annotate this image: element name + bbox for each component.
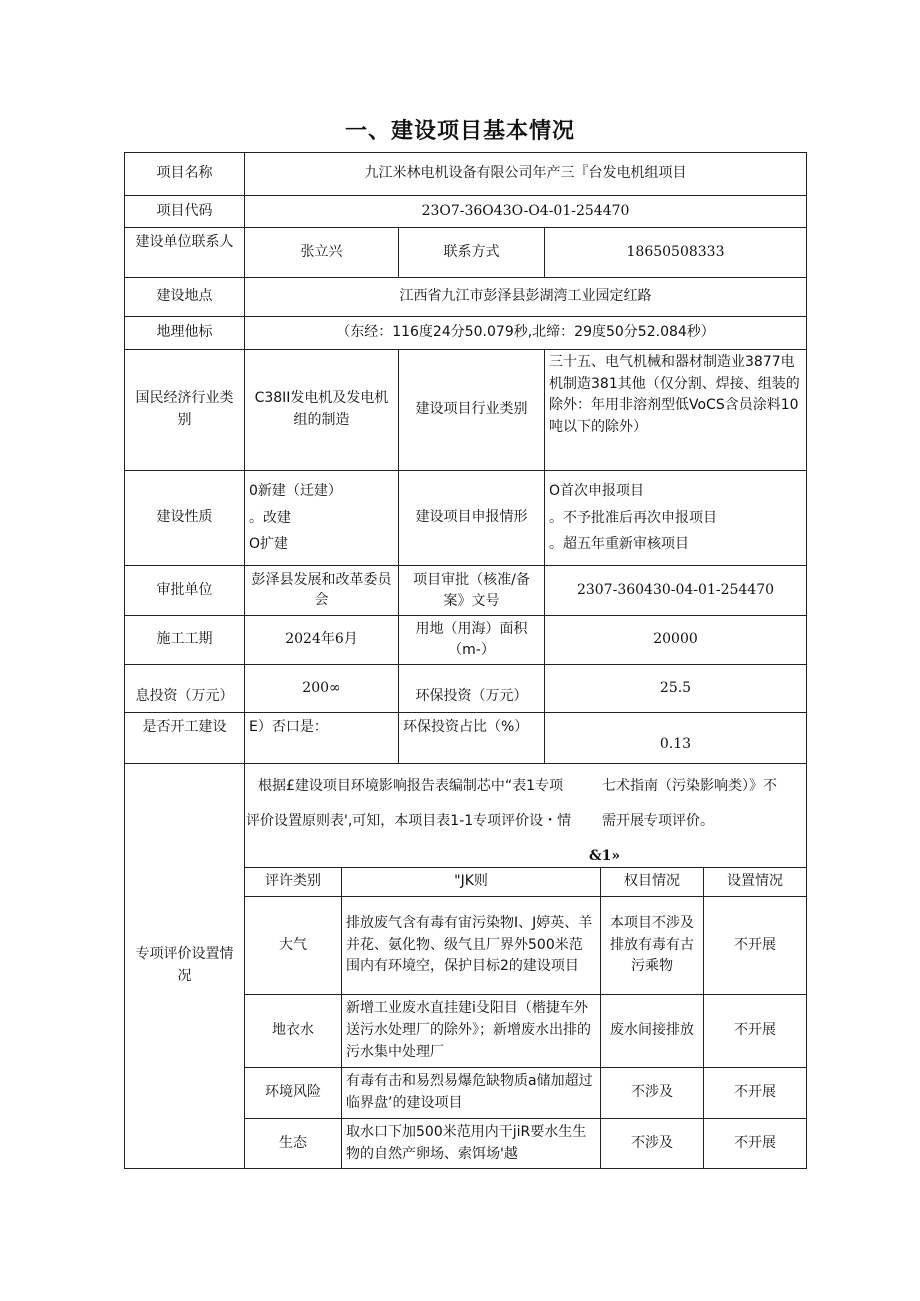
construction-nature-label: 建设性质: [124, 470, 245, 566]
project-code-label: 项目代码: [124, 195, 245, 228]
item-category-air: 大气: [244, 896, 342, 995]
item-setting-air: 不开展: [703, 896, 807, 995]
page-title: 一、建设项目基本情况: [344, 119, 575, 144]
item-rule-risk: 有毒有击和易烈易爆危缺物质a储加超过临界盘’的建设项目: [341, 1067, 601, 1119]
nature-option-new: 0新建（迁建）: [249, 483, 342, 500]
approval-doc-value: 2307-360430-04-01-254470: [544, 565, 807, 616]
approval-unit-label: 审批单位: [124, 565, 245, 616]
total-investment-value: 200∞: [244, 664, 399, 713]
item-setting-water: 不开展: [703, 994, 807, 1068]
construction-nature-options: [244, 470, 399, 566]
land-area-value: 20000: [544, 615, 807, 665]
nature-option-rebuild: 。改建: [249, 509, 291, 526]
contact-label: 建设单位联系人: [124, 227, 245, 278]
project-name-label: 项目名称: [124, 152, 245, 196]
table-caption: &1»: [589, 848, 621, 864]
header-setting: 设置情况: [703, 867, 807, 897]
phone-value: 18650508333: [544, 227, 807, 278]
report-situation-label: 建设项目申报情形: [398, 470, 545, 566]
report-option-first: O首次申报项目: [549, 483, 645, 500]
location-value: 江西省九江市彭泽县彭湖湾工业园定红路: [244, 277, 807, 317]
contact-value: 张立兴: [244, 227, 399, 278]
env-ratio-value: 0.13: [544, 712, 807, 764]
special-para-line1b: 七术指南（污染影响类）》不: [602, 778, 777, 794]
nature-option-expand: O扩建: [249, 536, 289, 553]
item-rule-ecology: 取水口下加500米范用内干jiR要水生生物的自然产卵场、索饵场'越: [341, 1118, 601, 1169]
project-code-value: 23O7-36O43O-O4-01-254470: [244, 195, 807, 228]
env-investment-value: 25.5: [544, 664, 807, 713]
special-para-line2a: 评价设置原则表',可知，本项目表1-1专项评价设・情: [246, 813, 572, 829]
report-option-recheck: 。超五年重新审核项目: [549, 536, 689, 553]
item-situation-air: 本项目不涉及排放有毒有古污乘物: [600, 896, 704, 995]
report-situation-options: [544, 470, 807, 566]
item-category-ecology: 生态: [244, 1118, 342, 1169]
construction-started-value: E）否口是：: [244, 712, 399, 764]
item-rule-water: 新增工业废水直挂建i殳阳目（楷捷车外送污水处理厂的除外》；新增废水出排的污水集中处理厂: [341, 994, 601, 1068]
item-setting-ecology: 不开展: [703, 1118, 807, 1169]
env-investment-label: 环保投资（万元）: [398, 664, 545, 713]
location-label: 建设地点: [124, 277, 245, 317]
env-ratio-label: 环保投资占比（%）: [398, 712, 545, 764]
item-category-water: 地衣水: [244, 994, 342, 1068]
phone-label: 联系方式: [398, 227, 545, 278]
coordinates-value: （东经：116度24分50.079秒,北缔：29度50分52.084秒）: [244, 316, 807, 350]
industry-category-value: C38II发电机及发电机组的制造: [244, 349, 399, 471]
item-situation-water: 废水间接排放: [600, 994, 704, 1068]
approval-unit-value: 彭泽县发展和改革委员会: [244, 565, 399, 616]
item-category-risk: 环境风险: [244, 1067, 342, 1119]
construction-started-label: 是否开工建设: [124, 712, 245, 764]
construction-period-label: 施工工期: [124, 615, 245, 665]
total-investment-label: 息投资（万元）: [124, 664, 245, 713]
report-option-resubmit: 。不予批准后再次申报项目: [549, 509, 717, 526]
approval-doc-label: 项目审批（核准/备案》文号: [398, 565, 545, 616]
project-industry-label: 建设项目行业类别: [398, 349, 545, 471]
header-rule: "JK则: [341, 867, 601, 897]
special-para-line2b: 需开展专项评价。: [602, 813, 714, 829]
special-para-line1a: 根据£建设项目环境影响报告表编制芯中“表1专项: [258, 778, 564, 794]
special-evaluation-label: 专项评价设置情况: [124, 763, 245, 1169]
item-setting-risk: 不开展: [703, 1067, 807, 1119]
construction-period-value: 2024年6月: [244, 615, 399, 665]
industry-category-label: 国民经济行业类别: [124, 349, 245, 471]
project-name-value: 九江米林电机设备有限公司年产三『台发电机组项目: [244, 152, 807, 196]
item-situation-ecology: 不涉及: [600, 1118, 704, 1169]
coordinates-label: 地理他标: [124, 316, 245, 350]
land-area-label: 用地（用海）面积（m-）: [398, 615, 545, 665]
project-industry-value: 三十五、电气机械和器材制造业3877电机制造381其他（仅分割、焊接、组装的除外：年用非溶剂型低VoCS含员涂料10吨以下的除外）: [544, 349, 807, 471]
header-situation: 权目情况: [600, 867, 704, 897]
item-situation-risk: 不涉及: [600, 1067, 704, 1119]
item-rule-air: 排放废气含有毒有宙污染物I、J婷英、羊并花、氨化物、级气且厂界外500米范围内有环境空，保护目标2的建设项目: [341, 896, 601, 995]
header-category: 评许类别: [244, 867, 342, 897]
